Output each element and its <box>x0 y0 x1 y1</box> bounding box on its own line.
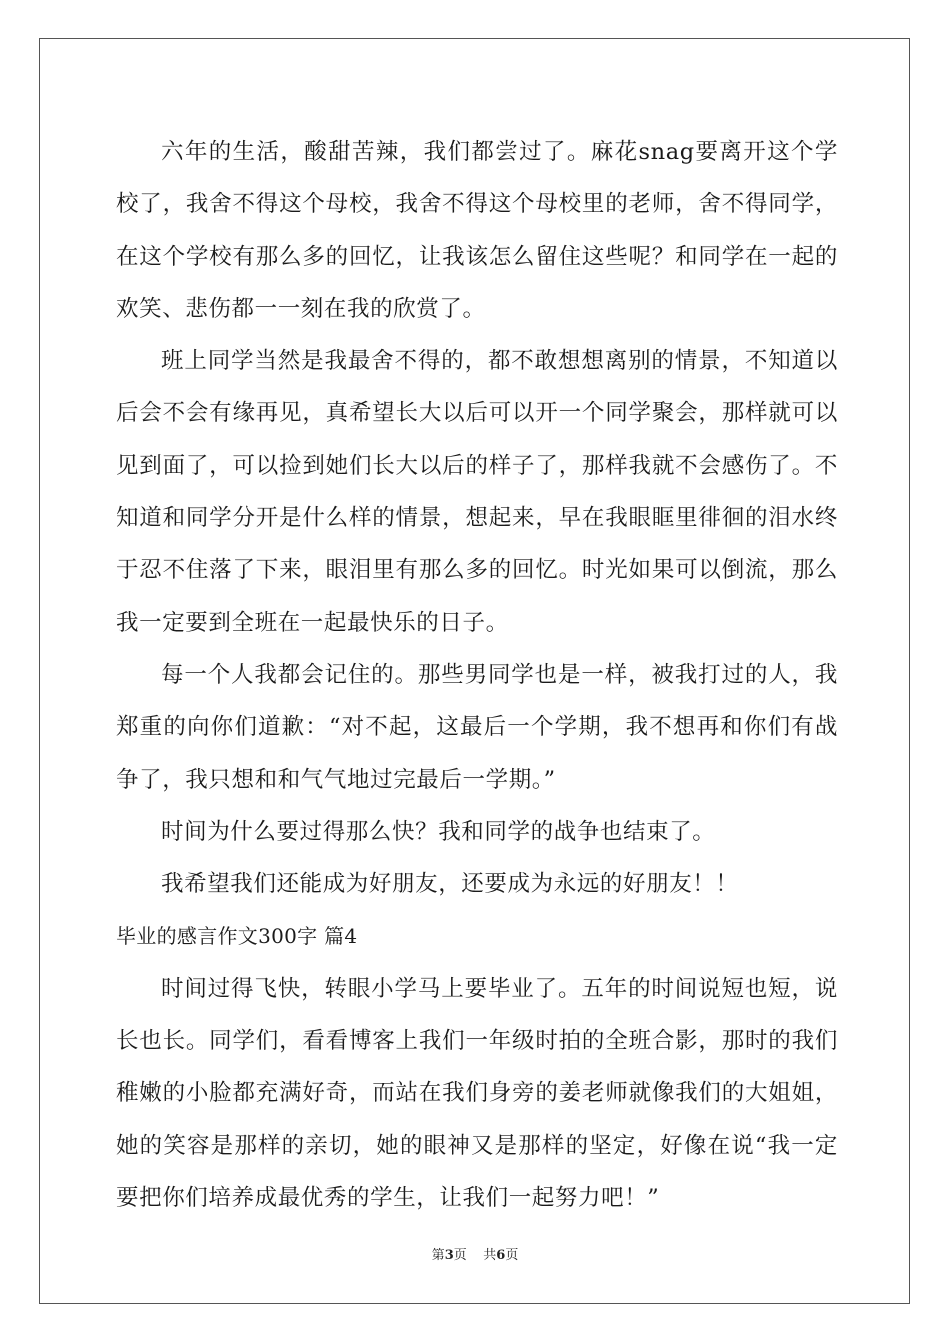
paragraph: 时间为什么要过得那么快？我和同学的战争也结束了。 <box>161 818 716 845</box>
paragraph: 六年的生活，酸甜苦辣，我们都尝过了。麻花snag要离开这个学校了，我舍不得这个母校，我舍不得这个母校里的老师，舍不得同学，在这个学校有那么多的回忆，让我该怎么留住这些呢？和同学在一起的欢笑、悲伤都一一刻在我的欣赏了。 <box>116 139 838 322</box>
footer-middle: 页 共 <box>453 1248 497 1263</box>
footer-prefix: 第 <box>431 1248 445 1263</box>
paragraph: 每一个人我都会记住的。那些男同学也是一样，被我打过的人，我郑重的向你们道歉：“对不起，这最后一个学期，我不想再和你们有战争了，我只想和和气气地过完最后一学期。” <box>116 661 838 793</box>
paragraph: 我希望我们还能成为好朋友，还要成为永远的好朋友！！ <box>161 871 739 898</box>
section-heading: 毕业的感言作文300字 篇4 <box>116 924 358 949</box>
page-footer <box>0 1244 950 1263</box>
footer-suffix: 页 <box>505 1248 519 1263</box>
current-page-number: 3 <box>444 1248 454 1263</box>
document-body <box>116 126 838 1224</box>
paragraph: 时间过得飞快，转眼小学马上要毕业了。五年的时间说短也短，说长也长。同学们，看看博客上我们一年级时拍的全班合影，那时的我们稚嫩的小脸都充满好奇，而站在我们身旁的姜老师就像我们的大姐姐，她的笑容是那样的亲切，她的眼神又是那样的坚定，好像在说“我一定要把你们培养成最优秀的学生，让我们一起努力吧！” <box>116 975 838 1211</box>
paragraph: 班上同学当然是我最舍不得的，都不敢想想离别的情景，不知道以后会不会有缘再见，真希望长大以后可以开一个同学聚会，那样就可以见到面了，可以捡到她们长大以后的样子了，那样我就不会感伤了。不知道和同学分开是什么样的情景，想起来，早在我眼眶里徘徊的泪水终于忍不住落了下来，眼泪里有那么多的回忆。时光如果可以倒流，那么我一定要到全班在一起最快乐的日子。 <box>116 348 838 636</box>
total-pages-number: 6 <box>496 1248 506 1263</box>
